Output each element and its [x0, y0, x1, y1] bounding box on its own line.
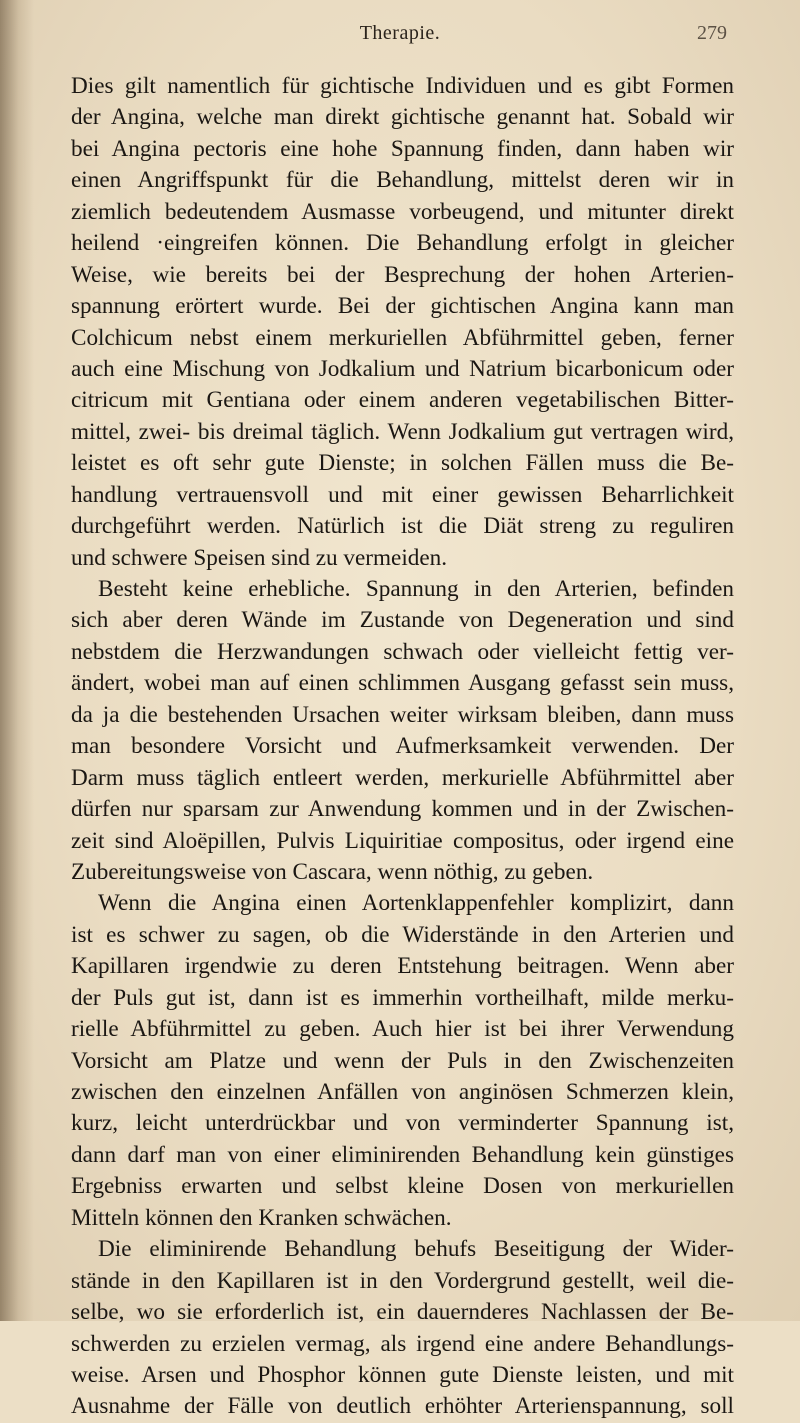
text-line: weise. Arsen und Phosphor können gute Dienste leisten, und mit: [71, 1361, 734, 1388]
text-line: Dies gilt namentlich für gichtische Individuen und es gibt Formen: [71, 73, 734, 99]
binding-shadow: [0, 0, 34, 1321]
text-line: schwerden zu erzielen vermag, als irgend eine andere Behandlungs-: [71, 1330, 734, 1357]
text-line: sich aber deren Wände im Zustande von Degeneration und sind: [71, 607, 734, 634]
text-line: Vorsicht am Platze und wenn der Puls in den Zwischenzeiten: [71, 1047, 734, 1074]
text-line: dann darf man von einer eliminirenden Behandlung kein günstiges: [71, 1141, 734, 1168]
text-line: handlung vertrauensvoll und mit einer gewissen Beharrlichkeit: [71, 481, 734, 508]
text-line: zeit sind Aloëpillen, Pulvis Liquiritiae compositus, oder irgend eine: [71, 827, 734, 854]
text-line: spannung erörtert wurde. Bei der gichtischen Angina kann man: [71, 293, 734, 320]
text-line: Mitteln können den Kranken schwächen.: [71, 1204, 452, 1231]
page-number: 279: [697, 22, 727, 44]
text-line: ist es schwer zu sagen, ob die Widerstände in den Arterien und: [71, 921, 734, 948]
text-line: Kapillaren irgendwie zu deren Entstehung beitragen. Wenn aber: [71, 953, 734, 980]
text-line: einen Angriffspunkt für die Behandlung, mittelst deren wir in: [71, 167, 734, 194]
text-line: Ergebniss erwarten und selbst kleine Dosen von merkuriellen: [71, 1173, 734, 1200]
text-line: dürfen nur sparsam zur Anwendung kommen und in der Zwischen-: [71, 796, 734, 823]
text-line: der Puls gut ist, dann ist es immerhin vortheilhaft, milde merku-: [71, 984, 734, 1011]
text-line: der Angina, welche man direkt gichtische genannt hat. Sobald wir: [71, 104, 734, 131]
text-line: Darm muss täglich entleert werden, merkurielle Abführmittel aber: [71, 764, 734, 791]
text-line: Ausnahme der Fälle von deutlich erhöhter Arterienspannung, soll: [71, 1393, 734, 1420]
text-line: Weise, wie bereits bei der Besprechung der hohen Arterien-: [71, 261, 734, 288]
text-line: ziemlich bedeutendem Ausmasse vorbeugend, und mitunter direkt: [71, 198, 734, 225]
body-text: [71, 71, 734, 1423]
text-line: Wenn die Angina einen Aortenklappenfehler komplizirt, dann: [98, 890, 734, 917]
text-line: heilend ·eingreifen können. Die Behandlung erfolgt in gleicher: [71, 230, 734, 257]
text-line: selbe, wo sie erforderlich ist, ein dauernderes Nachlassen der Be-: [71, 1299, 734, 1326]
text-line: man besondere Vorsicht und Aufmerksamkeit verwenden. Der: [71, 733, 734, 760]
text-line: stände in den Kapillaren ist in den Vordergrund gestellt, weil die-: [71, 1267, 734, 1294]
text-line: leistet es oft sehr gute Dienste; in solchen Fällen muss die Be-: [71, 450, 734, 477]
text-line: Colchicum nebst einem merkuriellen Abführmittel geben, ferner: [71, 324, 734, 351]
text-line: durchgeführt werden. Natürlich ist die Diät streng zu reguliren: [71, 513, 734, 540]
text-line: bei Angina pectoris eine hohe Spannung finden, dann haben wir: [71, 135, 734, 162]
text-line: Die eliminirende Behandlung behufs Beseitigung der Wider-: [98, 1236, 734, 1263]
text-line: rielle Abführmittel zu geben. Auch hier ist bei ihrer Verwendung: [71, 1016, 734, 1043]
text-line: zwischen den einzelnen Anfällen von anginösen Schmerzen klein,: [71, 1079, 734, 1105]
text-line: und schwere Speisen sind zu vermeiden.: [71, 544, 448, 571]
text-line: Besteht keine erhebliche. Spannung in den Arterien, befinden: [98, 576, 734, 602]
text-line: mittel, zwei- bis dreimal täglich. Wenn Jodkalium gut vertragen wird,: [71, 418, 734, 445]
text-line: auch eine Mischung von Jodkalium und Natrium bicarbonicum oder: [71, 355, 734, 382]
text-line: kurz, leicht unterdrückbar und von verminderter Spannung ist,: [71, 1110, 734, 1137]
text-line: nebstdem die Herzwandungen schwach oder vielleicht fettig ver-: [71, 638, 734, 665]
page-header: [0, 22, 800, 52]
running-title: Therapie.: [359, 22, 441, 44]
text-line: ändert, wobei man auf einen schlimmen Ausgang gefasst sein muss,: [71, 670, 734, 697]
text-line: Zubereitungsweise von Cascara, wenn nöthig, zu geben.: [71, 858, 594, 885]
text-line: citricum mit Gentiana oder einem anderen vegetabilischen Bitter-: [71, 387, 734, 414]
text-line: da ja die bestehenden Ursachen weiter wirksam bleiben, dann muss: [71, 701, 734, 728]
